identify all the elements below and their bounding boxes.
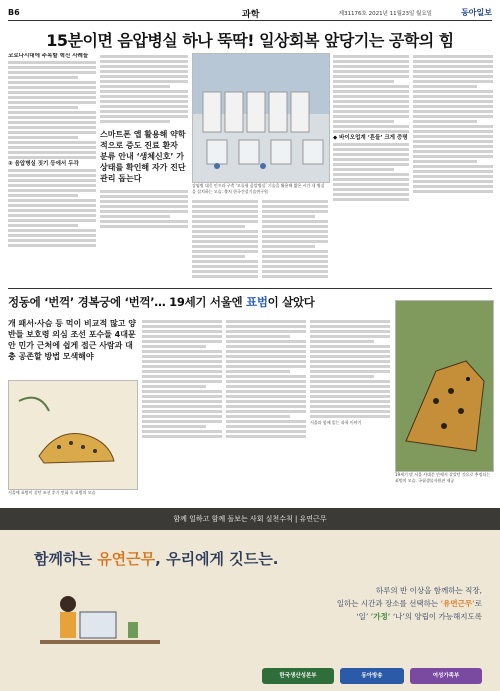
article2-folk-painting [8,380,138,490]
section-title: 과학 [242,10,260,20]
article1-column-6 [413,53,493,283]
article1-column-1 [8,53,96,283]
leopard-illustration [396,301,493,471]
article2-headline-text: 정동에 ‘번꺽’ 경복궁에 ‘번꺽’… 19세기 서울엔 [8,295,247,309]
article1-column-3 [192,198,258,283]
article1-column-4 [262,198,328,283]
ad-banner: 함께 일하고 함께 돌보는 사회 실천수칙 | 유연근무 [0,508,500,530]
article1-photo-caption: 감염병 대응 인프라 구축 ‘모듈형 음압병실’ 기술을 활용해 짧은 시간 내 병실을 설치하는 모습. 출처 한국건설기술연구원 [192,183,325,194]
ad-title-text: 함께하는 [34,550,98,568]
desk-worker-illustration [40,582,160,660]
article1-headline: 15분이면 음압병실 하나 뚝딱! 일상회복 앞당기는 공학의 힘 [46,31,454,50]
article1-column-2 [100,53,188,283]
ad-title [34,548,278,569]
ad-message-highlight-2: ‘가정’ [370,612,391,621]
article2-headline [8,294,315,310]
section-divider [8,288,492,289]
ad-title-highlight: 유연근무 [97,550,156,568]
issue-date: 제31176호 2021년 11월23일 월요일 [338,11,432,17]
article2-column-2 [226,318,306,503]
page-header [8,6,492,21]
article1-subhead-2: ② 음압병실 짓기 등에서 두각 [8,161,79,167]
article2-leopard-photo [395,300,494,472]
page-number: B6 [8,8,20,17]
article2-column-1 [142,318,222,503]
ad-logo-2: 동아방송 [340,668,404,684]
article1-subhead-3: ◆ 바이오업계 ‘흔들’ 크게 증명 [333,135,408,141]
article2-pullquote: 개 패서·사슴 등 먹이 비교적 많고 양반들 보호령 의심 조선 포수들 4대문 안 민가 근처에 쉽게 접근 사람과 대충 공존할 방법 모색해야 [8,319,136,361]
ad-message-line-2-text: 일하는 시간과 장소를 선택하는 [336,599,441,608]
article2-headline-text-end: 이 살았다 [267,295,315,309]
article1-subhead: 코로나시대에 주목할 혁신 사례들 [8,53,89,59]
ad-message-line-3-end: ‘나’의 양립이 가능해지도록 [390,612,482,621]
ad-illustration [40,582,160,660]
ad-title-text-end: , 우리에게 깃드는. [155,550,279,568]
folk-painting-leopard-illustration [9,381,137,489]
article1-photo [192,53,330,183]
hospital-modules-illustration [193,54,329,182]
article2-column-3 [310,318,390,503]
article1-pullquote: 스마트폰 앱 활용해 약학적으로 증도 진료 환자 분류 안내 ‘생체신호’ 가 상태를 확인해 자가 진단 관리 돕는다 [100,130,186,183]
ad-message-line-1: 하루의 반 이상을 함께하는 직장, [375,586,482,595]
ad-handwritten-message [262,584,482,623]
ad-message-line-3 [262,610,482,623]
ad-logo-1: 한국생산성본부 [262,668,334,684]
article1-column-5 [333,53,409,283]
ad-message-highlight: ‘유연근무’ [440,599,475,608]
ad-logo-3: 여성가족부 [410,668,482,684]
ad-message-line-3-text: ‘일’ [356,612,371,621]
article2-byline: 서울과 함께 읽는 과학 이야기 [310,420,362,425]
newspaper-logo: 동아일보 [461,8,492,17]
article2-left-caption: 서울에 표범이 살던 조선 후기 민화 속 표범의 모습 [8,490,96,495]
article2-right-caption: 19세기 말 서울 사대문 안에서 살았던 것으로 추정되는 표범의 모습. 국립생물자원관 제공 [395,472,491,483]
article2-headline-highlight: 표범 [246,295,268,309]
ad-message-line-2-end: 로 [474,599,482,608]
ad-message-line-2 [262,597,482,610]
